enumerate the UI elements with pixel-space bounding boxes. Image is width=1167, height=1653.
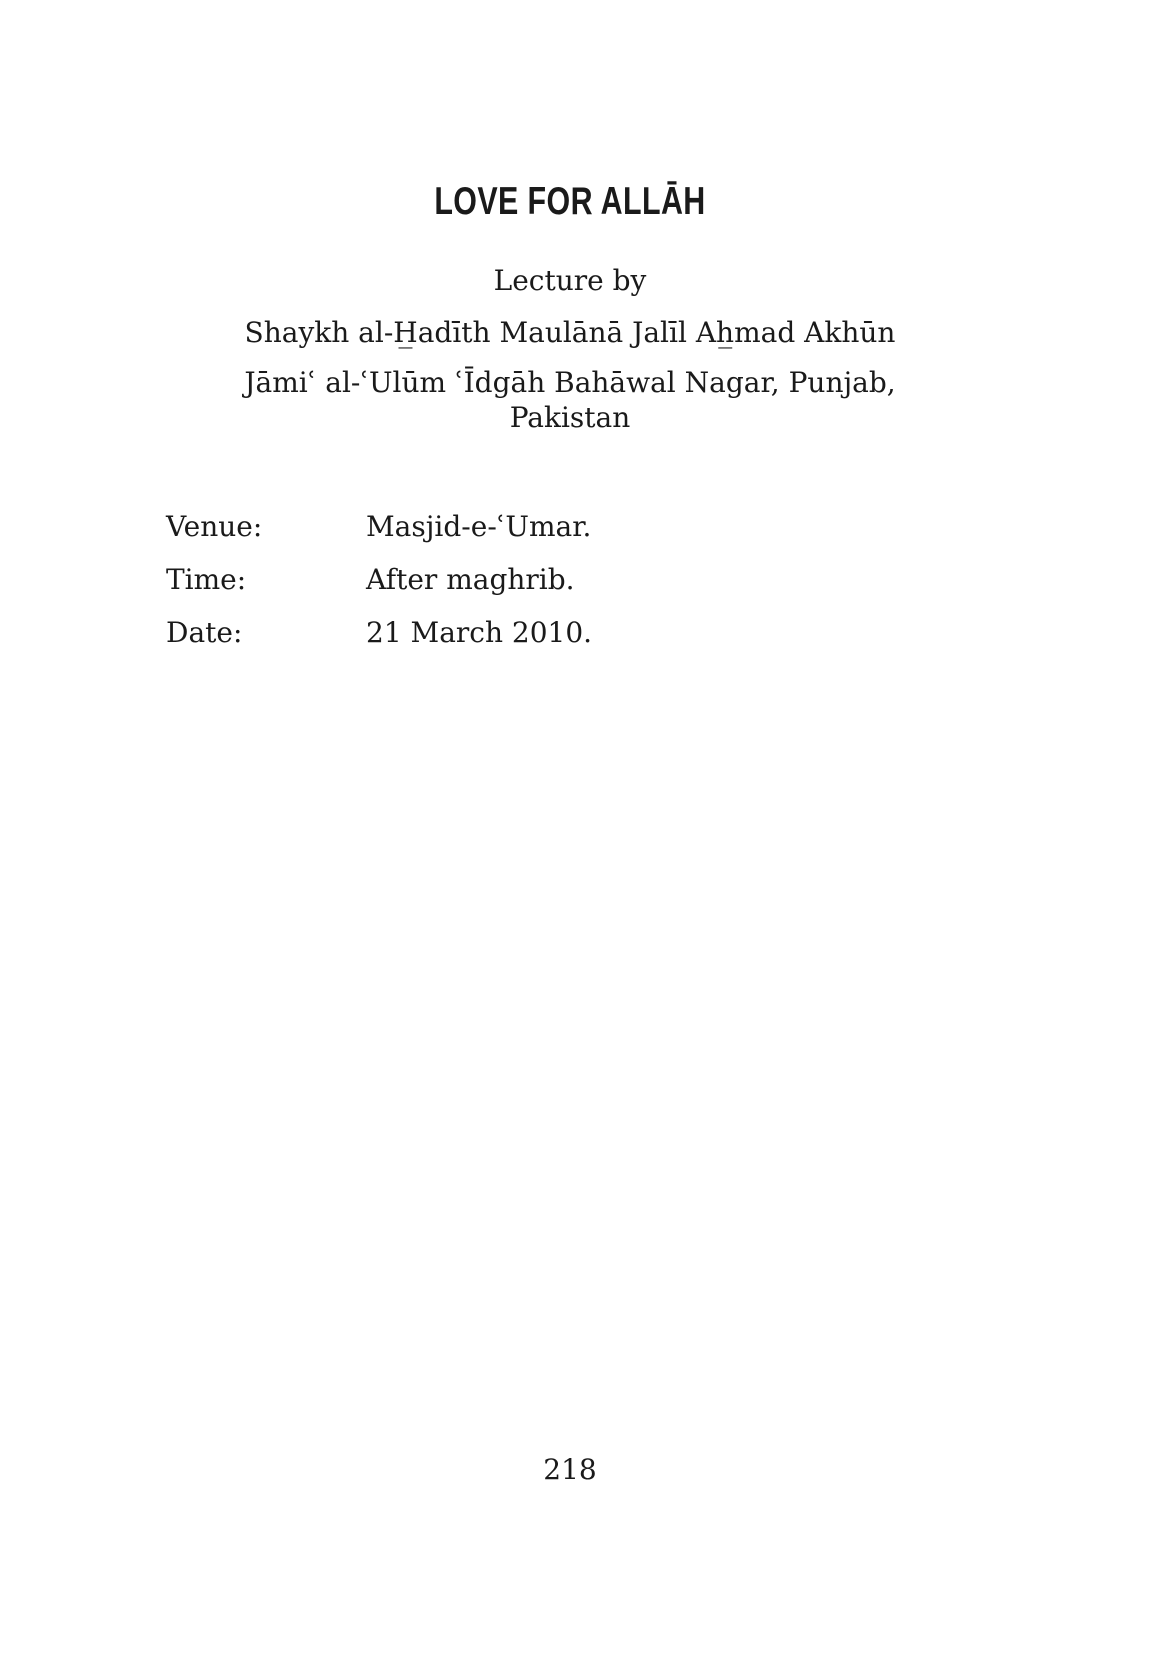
institution-line-1: Jāmiʿ al-ʿUlūm ʿĪdgāh Bahāwal Nagar, Punjab,	[244, 366, 896, 399]
lecture-label: Lecture by	[493, 264, 647, 297]
institution-line-2: Pakistan	[509, 401, 631, 434]
page-title: LOVE FOR ALLĀH	[434, 180, 706, 223]
venue-label: Venue:	[166, 510, 263, 543]
detail-row-time	[166, 563, 966, 616]
lecture-details	[166, 510, 966, 669]
venue-value: Masjid-e-ʿUmar.	[366, 510, 592, 543]
time-value: After maghrib.	[366, 563, 575, 596]
date-label: Date:	[166, 616, 243, 649]
page-number: 218	[543, 1453, 597, 1486]
time-label: Time:	[166, 563, 247, 596]
detail-row-date	[166, 616, 966, 669]
date-value: 21 March 2010.	[366, 616, 593, 649]
speaker-name: Shaykh al-H̲adīth Maulānā Jalīl Ah̲mad Akhūn	[244, 316, 896, 349]
detail-row-venue	[166, 510, 966, 563]
